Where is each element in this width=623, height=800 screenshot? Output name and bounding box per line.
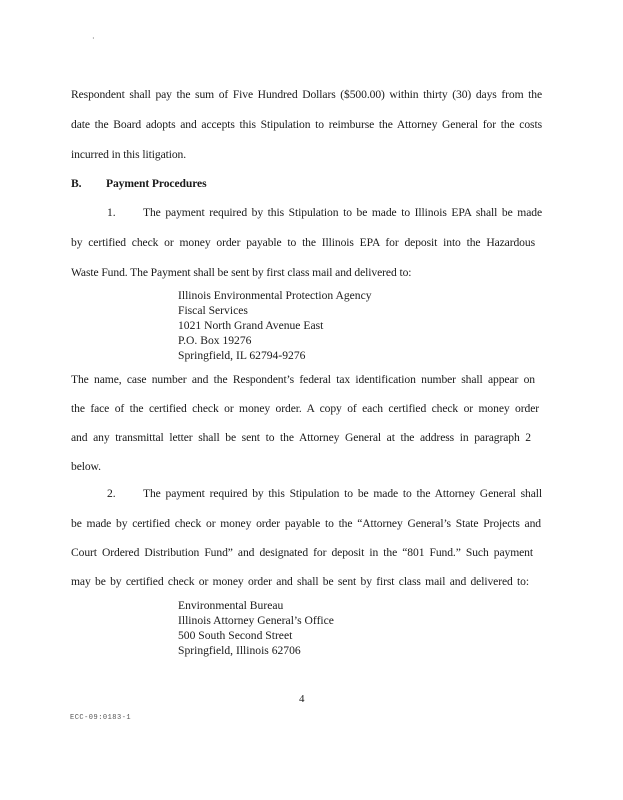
item-1-line-1: The payment required by this Stipulation to be made to Illinois EPA shall be made: [143, 206, 542, 219]
paragraph-a-line-1: Respondent shall pay the sum of Five Hundred Dollars ($500.00) within thirty (30) days from the: [71, 88, 542, 101]
item-1-after-line-4: below.: [71, 460, 101, 473]
item-2-number: 2.: [107, 487, 116, 500]
ag-address-line: 500 South Second Street: [178, 629, 293, 642]
item-2-line-3: Court Ordered Distribution Fund” and designated for deposit in the “801 Fund.” Such payment: [71, 546, 533, 559]
item-2-line-1: The payment required by this Stipulation to be made to the Attorney General shall: [143, 487, 542, 500]
epa-address-line: Illinois Environmental Protection Agency: [178, 289, 372, 302]
ag-address-line: Springfield, Illinois 62706: [178, 644, 301, 657]
item-1-after-line-1: The name, case number and the Respondent’s federal tax identification number shall appear on: [71, 373, 535, 386]
epa-address-line: 1021 North Grand Avenue East: [178, 319, 324, 332]
epa-address-line: Springfield, IL 62794-9276: [178, 349, 306, 362]
item-2-line-4: may be by certified check or money order and shall be sent by first class mail and delivered to:: [71, 575, 529, 588]
page-number: 4: [299, 693, 305, 705]
paragraph-a-line-2: date the Board adopts and accepts this Stipulation to reimburse the Attorney General for the costs: [71, 118, 542, 131]
epa-address-line: P.O. Box 19276: [178, 334, 252, 347]
footer-code: ECC-09:0183-1: [70, 714, 132, 722]
ag-address-line: Environmental Bureau: [178, 599, 284, 612]
item-1-after-line-3: and any transmittal letter shall be sent to the Attorney General at the address in paragraph 2: [71, 431, 531, 444]
section-b-title: Payment Procedures: [106, 177, 207, 190]
item-1-number: 1.: [107, 206, 116, 219]
ag-address-line: Illinois Attorney General’s Office: [178, 614, 334, 627]
item-1-line-2: by certified check or money order payable to the Illinois EPA for deposit into the Hazardous: [71, 236, 535, 249]
header-mark: ·: [92, 34, 95, 43]
section-b-label: B.: [71, 177, 82, 190]
epa-address-block: [178, 288, 372, 363]
item-1-after-line-2: the face of the certified check or money order. A copy of each certified check or money order: [71, 402, 539, 415]
epa-address-line: Fiscal Services: [178, 304, 248, 317]
ag-address-block: [178, 598, 334, 658]
item-2-line-2: be made by certified check or money order payable to the “Attorney General’s State Projects and: [71, 517, 541, 530]
item-1-line-3: Waste Fund. The Payment shall be sent by first class mail and delivered to:: [71, 266, 412, 279]
paragraph-a-line-3: incurred in this litigation.: [71, 148, 187, 161]
